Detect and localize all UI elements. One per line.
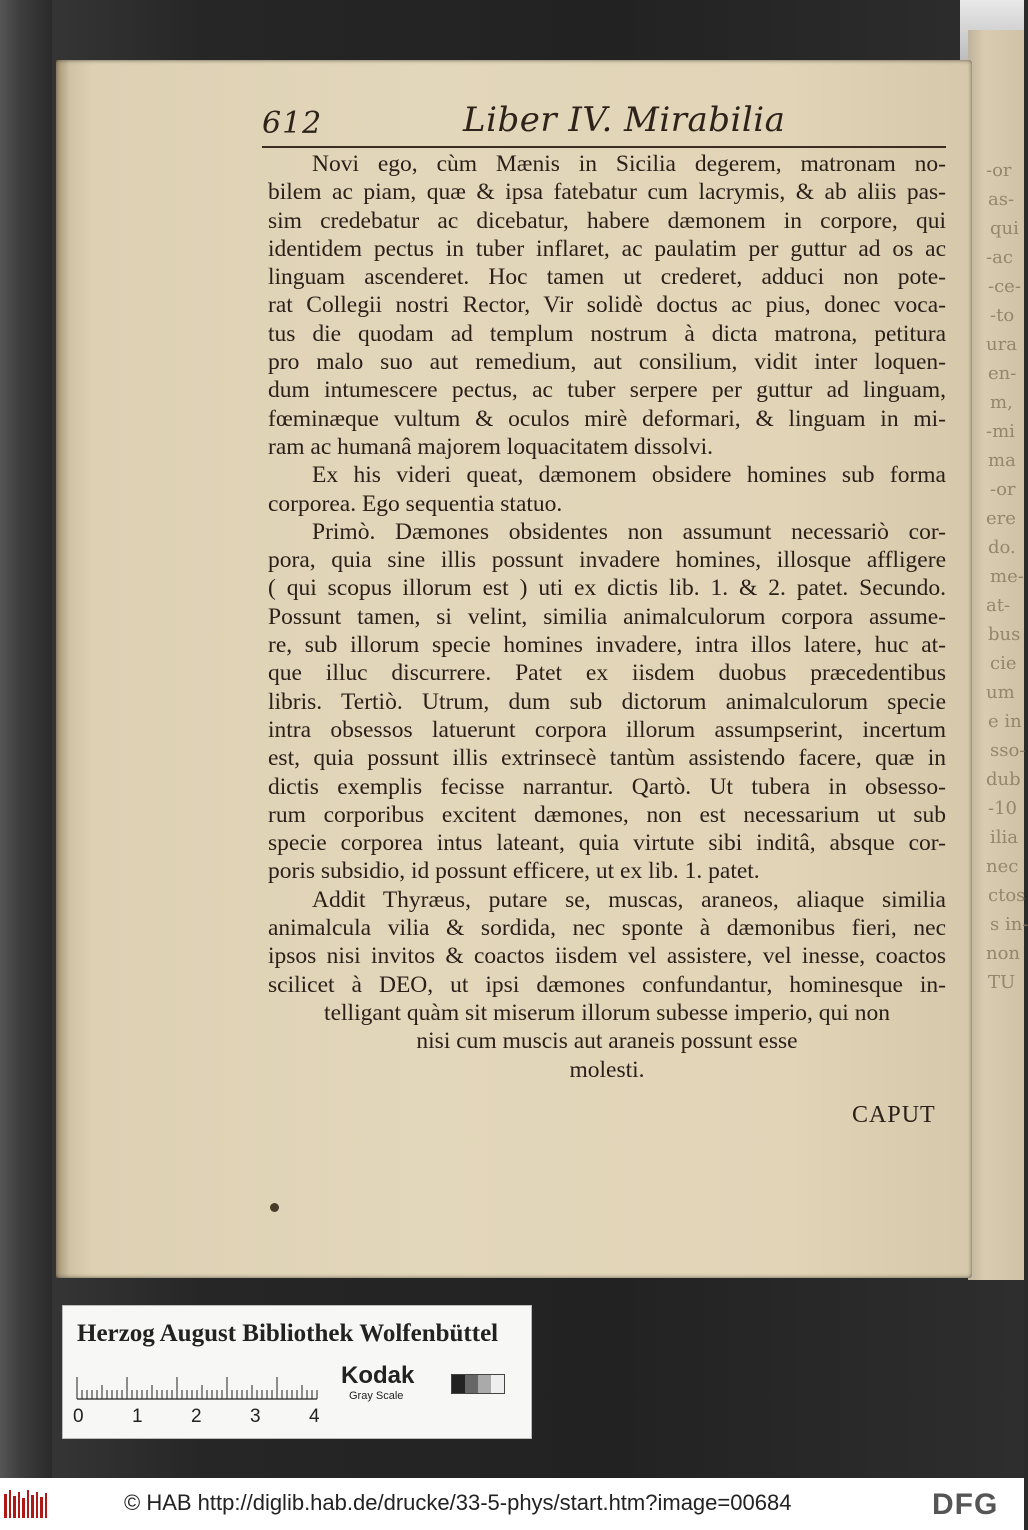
ruler-number: 3 xyxy=(250,1406,261,1427)
text-line: que illuc discurrere. Patet ex iisdem duobus præcedentibus xyxy=(268,660,946,687)
text-line: pro malo suo aut remedium, aut consilium, vidit inter loquen- xyxy=(268,349,946,376)
facing-page-fragment: -ce- xyxy=(988,276,1021,297)
ruler-number: 0 xyxy=(73,1406,84,1427)
dfg-logo: DFG xyxy=(932,1488,999,1521)
facing-page-fragment: as- xyxy=(988,189,1015,210)
text-line: fœminæque vultum & oculos mirè deformari, & linguam in mi- xyxy=(268,405,946,432)
text-line: molesti. xyxy=(569,1056,645,1083)
facing-page-fragment: -mi xyxy=(986,421,1015,442)
text-line: nisi cum muscis aut araneis possunt esse xyxy=(416,1028,798,1055)
facing-page-fragment: s in- xyxy=(990,914,1028,935)
ink-dot xyxy=(270,1203,279,1212)
text-line: Primò. Dæmones obsidentes non assumunt necessariò cor- xyxy=(312,518,946,545)
text-line: telligant quàm sit miserum illorum subesse imperio, qui non xyxy=(324,999,890,1026)
facing-page-fragment: -to xyxy=(990,305,1015,326)
facing-page-fragment: TU xyxy=(988,972,1016,993)
ruler-numbers xyxy=(73,1406,323,1428)
text-line: Novi ego, cùm Mænis in Sicilia degerem, matronam no- xyxy=(312,151,946,177)
library-label xyxy=(62,1305,532,1439)
copyright-url[interactable]: © HAB http://diglib.hab.de/drucke/33-5-phys/start.htm?image=00684 xyxy=(124,1490,792,1515)
text-line: libris. Tertiò. Utrum, dum sub dictorum animalculorum specie xyxy=(268,688,946,715)
facing-page-fragment: nec xyxy=(986,856,1019,877)
facing-page-fragment: ma xyxy=(988,450,1016,471)
text-line: rat Collegii nostri Rector, Vir solidè doctus ac pius, donec voca- xyxy=(268,292,946,319)
body-text xyxy=(268,150,946,1084)
facing-page-fragment: at- xyxy=(986,595,1011,616)
text-line: poris subsidio, id possunt efficere, ut ex lib. 1. patet. xyxy=(268,858,760,885)
facing-page-fragment: do. xyxy=(988,537,1016,558)
text-line: ( qui scopus illorum est ) uti ex dictis lib. 1. & 2. patet. Secundo. xyxy=(268,575,946,602)
text-line: bilem ac piam, quæ & ipsa fatebatur cum lacrymis, & ab aliis pas- xyxy=(268,179,946,206)
kodak-brand: Kodak xyxy=(341,1362,415,1389)
facing-page-fragment: e in xyxy=(988,711,1022,732)
text-line: pora, quia sine illis possunt invadere homines, illosque affligere xyxy=(268,547,946,574)
text-line: est, quia possunt illis extrinsecè tantùm assistendo facere, quæ in xyxy=(268,745,946,772)
measuring-ruler xyxy=(77,1372,317,1400)
text-line: ipsos nisi invitos & coactos iisdem vel assistere, vel inesse, coactos xyxy=(268,943,946,970)
left-margin-strip xyxy=(0,0,52,1478)
text-line: Possunt tamen, si velint, similia animalculorum corpora assume- xyxy=(268,603,946,630)
text-line: scilicet à DEO, ut ipsi dæmones confundantur, hominesque in- xyxy=(268,971,946,998)
facing-page-fragment: non xyxy=(986,943,1021,964)
facing-page-fragment: me- xyxy=(990,566,1024,587)
hab-barcode-logo-icon xyxy=(4,1490,50,1520)
facing-page-fragment: cie xyxy=(990,653,1017,674)
text-line: animalcula vilia & sordida, nec sponte à dæmonibus fieri, nec xyxy=(268,915,946,942)
text-line: corporea. Ego sequentia statuo. xyxy=(268,490,563,517)
facing-page-fragment: -10 xyxy=(988,798,1017,819)
ruler-number: 1 xyxy=(132,1406,143,1427)
text-line: specie corporea intus lateant, quia virtute sibi inditâ, absque cor- xyxy=(268,830,946,857)
facing-page-fragment: -ac xyxy=(986,247,1013,268)
page-number: 612 xyxy=(262,106,323,141)
facing-page-fragment: dub xyxy=(986,769,1021,790)
footer-bar xyxy=(0,1478,1024,1530)
text-line: Addit Thyræus, putare se, muscas, araneos, aliaque similia xyxy=(312,886,946,913)
facing-page-fragment: -or xyxy=(990,479,1016,500)
catchword: CAPUT xyxy=(852,1102,936,1128)
library-name: Herzog August Bibliothek Wolfenbüttel xyxy=(77,1320,499,1347)
text-line: Ex his videri queat, dæmonem obsidere homines sub forma xyxy=(312,462,946,489)
text-line: dictis exemplis fecisse narrantur. Qartò. Ut tubera in obsesso- xyxy=(268,773,946,800)
text-line: sim credebatur ac dicebatur, habere dæmonem in corpore, qui xyxy=(268,207,946,234)
facing-page-fragment: sso- xyxy=(990,740,1026,761)
text-line: identidem pectus in tuber inflaret, ac paulatim per guttur ad os ac xyxy=(268,235,946,262)
text-line: intra obsessos latuerunt corpora illorum assumpserint, incertum xyxy=(268,716,946,743)
facing-page-fragment: bus xyxy=(988,624,1021,645)
facing-page-fragment: ere xyxy=(986,508,1016,529)
running-title: Liber IV. Mirabilia xyxy=(463,100,786,140)
facing-page-fragment: m, xyxy=(990,392,1013,413)
text-line: ram ac humanâ majorem loquacitatem dissolvi. xyxy=(268,433,714,460)
facing-page-edge xyxy=(968,30,1028,1280)
facing-page-fragment: -or xyxy=(986,160,1012,181)
gray-scale-chips xyxy=(451,1374,505,1394)
text-line: rum corporibus excitent dæmones, non est necessarium ut sub xyxy=(268,801,946,828)
gutter-shadow xyxy=(56,60,70,1278)
facing-page-fragment: ctos xyxy=(988,885,1026,906)
facing-page-fragment: ilia xyxy=(990,827,1019,848)
ruler-number: 2 xyxy=(191,1406,202,1427)
text-line: re, sub illorum specie homines invadere, intra illos latere, huc at- xyxy=(268,632,946,659)
ruler-number: 4 xyxy=(309,1406,320,1427)
header-rule xyxy=(262,146,946,148)
facing-page-fragment: um xyxy=(986,682,1015,703)
text-line: dum intumescere pectus, ac tuber serpere per guttur ad linguam, xyxy=(268,377,946,404)
text-line: linguam ascenderet. Hoc tamen ut crederet, adduci non pote- xyxy=(268,264,946,291)
facing-page-fragment: ura xyxy=(986,334,1017,355)
facing-page-fragment: qui xyxy=(990,218,1019,239)
facing-page-fragment: en- xyxy=(988,363,1017,384)
gray-scale-caption: Gray Scale xyxy=(349,1390,404,1402)
text-line: tus die quodam ad templum nostrum à dicta matrona, petitura xyxy=(268,320,946,347)
